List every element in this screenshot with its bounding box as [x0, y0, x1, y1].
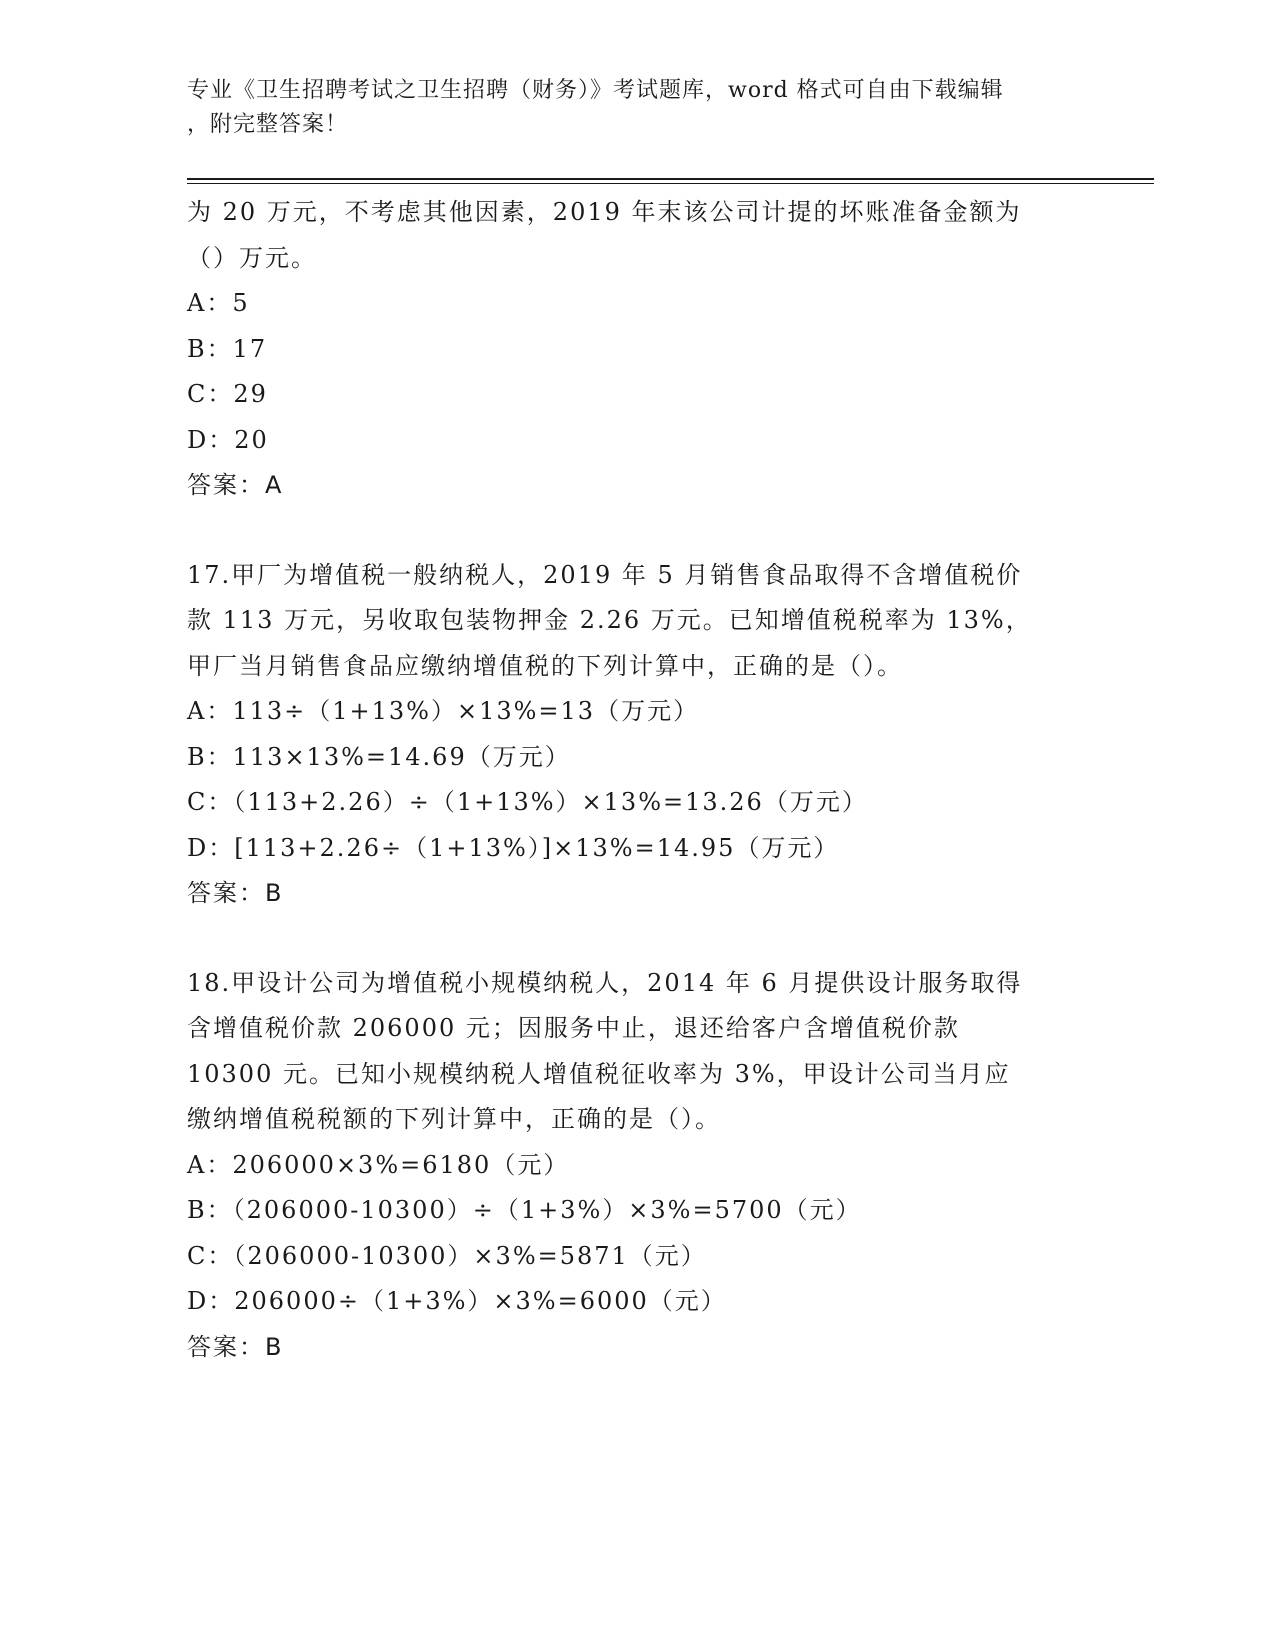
option-a: A：5 — [187, 289, 250, 317]
question-list — [187, 190, 1087, 1370]
question-stem: （）万元。 — [187, 243, 317, 272]
question-stem: 含增值税价款 206000 元；因服务中止，退还给客户含增值税价款 — [187, 1014, 960, 1042]
question-stem: 款 113 万元，另收取包装物押金 2.26 万元。已知增值税税率为 13%， — [187, 606, 1032, 634]
option-b: B：（206000-10300）÷（1+3%）×3%=5700（元） — [187, 1196, 862, 1224]
header-divider-thick — [187, 178, 1154, 180]
option-c: C：29 — [187, 380, 268, 408]
question-16 — [187, 190, 1087, 509]
option-d: D：20 — [187, 425, 269, 454]
option-a: A：113÷（1+13%）×13%=13（万元） — [187, 697, 700, 725]
question-17 — [187, 553, 1087, 917]
header-line-1: 专业《卫生招聘考试之卫生招聘（财务）》考试题库，word 格式可自由下载编辑 — [187, 78, 1004, 103]
answer: 答案：B — [187, 879, 284, 907]
option-b: B：113×13%=14.69（万元） — [187, 742, 571, 771]
question-stem: 10300 元。已知小规模纳税人增值税征收率为 3%，甲设计公司当月应 — [187, 1059, 1011, 1088]
question-18 — [187, 961, 1087, 1371]
document-header — [187, 74, 1067, 142]
option-b: B：17 — [187, 334, 268, 363]
spacer — [187, 917, 1087, 961]
question-stem: 18.甲设计公司为增值税小规模纳税人，2014 年 6 月提供设计服务取得 — [187, 968, 1023, 997]
question-stem: 甲厂当月销售食品应缴纳增值税的下列计算中，正确的是（）。 — [187, 651, 903, 680]
option-c: C：（113+2.26）÷（1+13%）×13%=13.26（万元） — [187, 788, 868, 816]
question-stem: 为 20 万元，不考虑其他因素，2019 年末该公司计提的坏账准备金额为 — [187, 198, 1022, 226]
header-divider-thin — [187, 183, 1154, 184]
option-d: D：206000÷（1+3%）×3%=6000（元） — [187, 1287, 727, 1315]
header-line-2: ，附完整答案！ — [187, 112, 349, 137]
question-stem: 17.甲厂为增值税一般纳税人，2019 年 5 月销售食品取得不含增值税价 — [187, 560, 1023, 589]
answer: 答案：A — [187, 471, 284, 499]
answer: 答案：B — [187, 1332, 284, 1361]
option-a: A：206000×3%=6180（元） — [187, 1150, 570, 1179]
spacer — [187, 509, 1087, 553]
question-stem: 缴纳增值税税额的下列计算中，正确的是（）。 — [187, 1105, 721, 1133]
option-c: C：（206000-10300）×3%=5871（元） — [187, 1241, 707, 1270]
option-d: D：[113+2.26÷（1+13%）]×13%=14.95（万元） — [187, 833, 840, 862]
